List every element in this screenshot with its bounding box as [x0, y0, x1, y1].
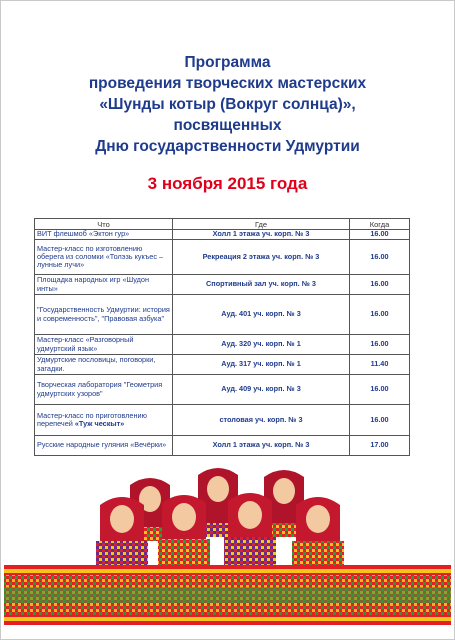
cell-what: ВИТ флешмоб «Эктон гур» [35, 230, 173, 240]
cell-where: Холл 1 этажа уч. корп. № 3 [173, 230, 350, 240]
cell-what-bold: «Туж ческыт» [74, 419, 125, 428]
table-row [35, 355, 410, 375]
cell-what: Мастер-класс «Разговорный удмуртский язык» [35, 335, 173, 355]
cell-what [35, 405, 173, 436]
cell-where: столовая уч. корп. № 3 [173, 405, 350, 436]
cell-where: Спортивный зал уч. корп. № 3 [173, 275, 350, 295]
table-row [35, 295, 410, 335]
cell-when: 16.00 [350, 275, 410, 295]
title-line: Дню государственности Удмуртии [95, 138, 360, 155]
column-header-when: Когда [350, 219, 410, 230]
cell-when: 17.00 [350, 436, 410, 456]
udmurt-women-illustration [0, 465, 455, 630]
table-row [35, 230, 410, 240]
table-row [35, 275, 410, 295]
cell-when: 16.00 [350, 230, 410, 240]
title-line: посвященных [173, 117, 282, 134]
cell-what: Удмуртские пословицы, поговорки, загадки. [35, 355, 173, 375]
cell-what: Русские народные гуляния «Вечёрки» [35, 436, 173, 456]
cell-when: 16.00 [350, 335, 410, 355]
table-header-row [35, 219, 410, 230]
event-date: 3 ноября 2015 года [147, 174, 308, 193]
column-header-what: Что [35, 219, 173, 230]
cell-where: Рекреация 2 этажа уч. корп. № 3 [173, 240, 350, 275]
cell-when: 11.40 [350, 355, 410, 375]
women-group [96, 468, 344, 567]
ornament-band [4, 565, 451, 625]
table-row [35, 436, 410, 456]
cell-when: 16.00 [350, 240, 410, 275]
cell-where: Холл 1 этажа уч. корп. № 3 [173, 436, 350, 456]
cell-where: Ауд. 320 уч. корп. № 1 [173, 335, 350, 355]
title-line: «Шунды котыр (Вокруг солнца)», [99, 96, 356, 113]
woman-figure [224, 493, 276, 567]
cell-when: 16.00 [350, 295, 410, 335]
cell-what: "Государственность Удмуртии: история и современность", "Правовая азбука" [35, 295, 173, 335]
cell-what-text: Мастер-класс по приготовлению перепечей [37, 410, 148, 428]
cell-where: Ауд. 401 уч. корп. № 3 [173, 295, 350, 335]
program-title [0, 52, 455, 157]
woman-figure [96, 497, 148, 567]
cell-when: 16.00 [350, 405, 410, 436]
cell-where: Ауд. 409 уч. корп. № 3 [173, 375, 350, 405]
title-line: проведения творческих мастерских [88, 75, 367, 92]
table-row [35, 375, 410, 405]
table-row [35, 335, 410, 355]
cell-what: Площадка народных игр «Шудон инты» [35, 275, 173, 295]
schedule-table [34, 218, 410, 456]
table-row [35, 240, 410, 275]
cell-where: Ауд. 317 уч. корп. № 1 [173, 355, 350, 375]
woman-figure [158, 495, 210, 567]
table-row [35, 405, 410, 436]
column-header-where: Где [173, 219, 350, 230]
cell-when: 16.00 [350, 375, 410, 405]
title-line: Программа [184, 54, 271, 71]
cell-what: Мастер-класс по изготовлению оберега из соломки «Толэзь кукъес – лунные лучи» [35, 240, 173, 275]
cell-what: Творческая лаборатория "Геометрия удмуртских узоров" [35, 375, 173, 405]
woman-figure [292, 497, 344, 567]
